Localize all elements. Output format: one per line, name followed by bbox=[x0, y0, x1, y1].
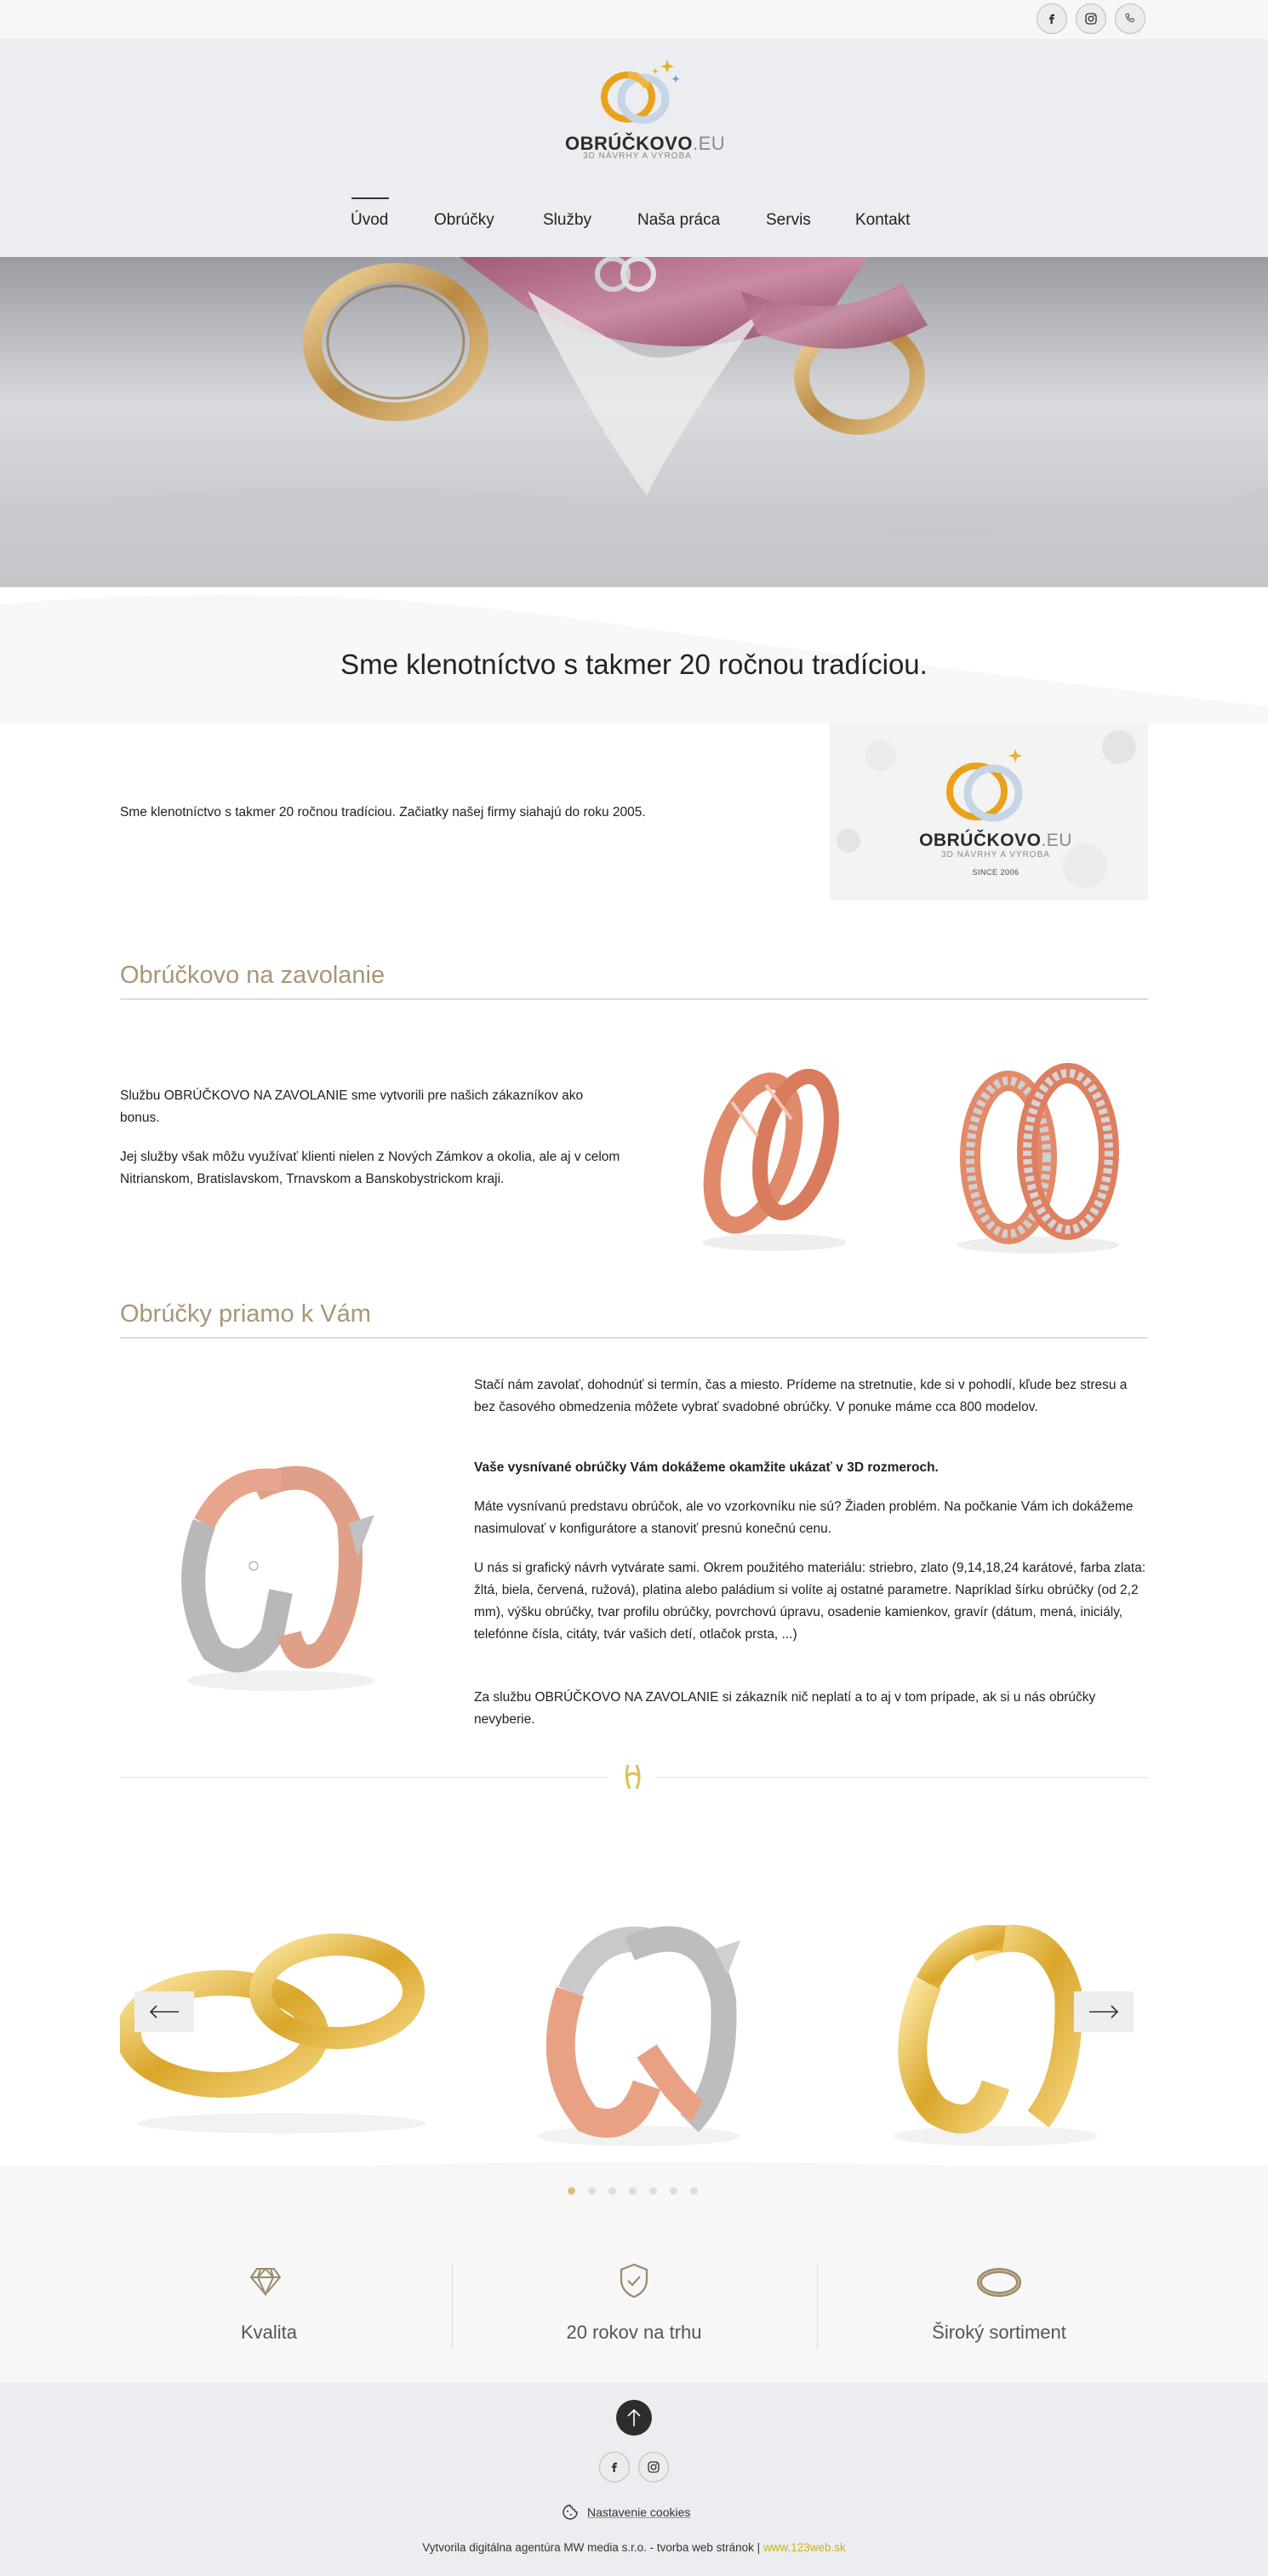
hero-image bbox=[0, 257, 1268, 587]
feature-divider bbox=[452, 2264, 453, 2349]
direct-paragraph-4: U nás si grafický návrh vytvárate sami. Okrem použitého materiálu: striebro, zlato (9,14,18,24 karátové, farba zlata: žltá, biela, červená, ružová), platina alebo paládium si volíte aj ostatné parametre. Napríklad šírku obrúčky (od 2,2 mm), výšku obrúčky, tvar profilu obrúčky, povrchovú úpravu, osadenie kamienkov, gravír (dátum, mená, iniciály, telefónne čísla, citáty, tvár vašich detí, otlačok prsta, ...) bbox=[474, 1561, 1146, 1642]
cookie-settings-link[interactable] bbox=[562, 2504, 732, 2521]
ornament-icon bbox=[621, 1762, 645, 1792]
footer-facebook-button[interactable] bbox=[599, 2452, 630, 2482]
badge-brand bbox=[898, 831, 1094, 851]
arrow-right-icon bbox=[1088, 2005, 1119, 2019]
facebook-button[interactable] bbox=[1037, 3, 1067, 34]
feature-label-quality: Kvalita bbox=[240, 2322, 298, 2343]
ornament-line-right bbox=[657, 1777, 1148, 1778]
direct-paragraph-3: Máte vysnívanú predstavu obrúčok, ale vo vzorkovníku nie sú? Žiaden problém. Na počkanie Vám ich dokážeme nasimulovať v konfigurátore a stanoviť presnú konečnú cenu. bbox=[474, 1499, 1134, 1536]
intro-text: Sme klenotníctvo s takmer 20 ročnou tradíciou. Začiatky našej firmy siahajú do roku 2005. bbox=[120, 805, 646, 820]
carousel-dot[interactable] bbox=[649, 2187, 657, 2195]
feature-divider bbox=[817, 2264, 818, 2349]
credit-text: Vytvorila digitálna agentúra MW media s.r.o. - tvorba web stránok | bbox=[422, 2541, 763, 2554]
instagram-icon bbox=[1083, 11, 1099, 26]
feature-label-assortment: Široký sortiment bbox=[932, 2322, 1066, 2343]
shield-check-icon bbox=[617, 2262, 651, 2299]
nav-item-obrucky[interactable]: Obrúčky bbox=[434, 211, 494, 229]
nav-item-nasa-praca[interactable]: Naša práca bbox=[637, 211, 721, 229]
scroll-top-button[interactable] bbox=[616, 2400, 652, 2436]
logo-tagline: 3D NÁVRHY A VÝROBA bbox=[583, 151, 692, 161]
phone-icon bbox=[1122, 11, 1138, 26]
twisted-rings-image bbox=[940, 1051, 1136, 1255]
nav-item-servis[interactable]: Servis bbox=[766, 211, 811, 229]
logo-tld: .EU bbox=[692, 133, 726, 154]
instagram-icon bbox=[646, 2459, 661, 2475]
on-call-paragraph-1: Službu OBRÚČKOVO NA ZAVOLANIE sme vytvorili pre našich zákazníkov ako bonus. bbox=[120, 1088, 584, 1125]
instagram-button[interactable] bbox=[1076, 3, 1106, 34]
rose-gold-rings-image bbox=[681, 1051, 868, 1255]
direct-paragraph-1: Stačí nám zavolať, dohodnúť si termín, čas a miesto. Prídeme na stretnutie, kde si v pohodlí, kľude bez stresu a bez časového obmedzenia môžete vybrať svadobné obrúčky. V ponuke máme cca 800 modelov. bbox=[474, 1378, 1128, 1414]
carousel-dot[interactable] bbox=[608, 2187, 616, 2195]
arrow-left-icon bbox=[149, 2005, 180, 2019]
footer-credit bbox=[0, 2541, 1268, 2554]
arrow-up-icon bbox=[626, 2408, 642, 2427]
carousel-prev-button[interactable] bbox=[134, 1991, 194, 2032]
feature-label-years: 20 rokov na trhu bbox=[566, 2322, 702, 2343]
cookie-settings-label: Nastavenie cookies bbox=[587, 2505, 691, 2519]
carousel-dots bbox=[568, 2187, 704, 2197]
logo-mark[interactable] bbox=[585, 53, 688, 129]
ornament-line-left bbox=[120, 1777, 608, 1778]
facebook-icon bbox=[607, 2459, 622, 2475]
carousel-dot[interactable] bbox=[568, 2187, 575, 2195]
section-divider bbox=[120, 998, 1148, 1000]
badge-tld: .EU bbox=[1041, 831, 1072, 850]
direct-paragraph-5: Za službu OBRÚČKOVO NA ZAVOLANIE si zákazník nič neplatí a to aj v tom prípade, ak si u nás obrúčky nevyberie. bbox=[474, 1690, 1096, 1727]
nav-item-uvod[interactable]: Úvod bbox=[351, 211, 389, 229]
carousel-dot[interactable] bbox=[690, 2187, 698, 2195]
intro-badge-image bbox=[830, 722, 1148, 900]
phone-button[interactable] bbox=[1115, 3, 1145, 34]
on-call-paragraph-2: Jej služby však môžu využívať klienti nielen z Nových Zámkov a okolia, ale aj v celom Nitrianskom, Bratislavskom, Trnavskom a Banskobystrickom kraji. bbox=[120, 1150, 620, 1186]
nav-active-indicator bbox=[351, 197, 389, 199]
cookie-icon bbox=[562, 2504, 579, 2521]
carousel-slide bbox=[511, 1881, 766, 2153]
badge-since: SINCE 2006 bbox=[972, 868, 1020, 877]
carousel-dot[interactable] bbox=[670, 2187, 677, 2195]
carousel-dot[interactable] bbox=[588, 2187, 596, 2195]
nav-item-kontakt[interactable]: Kontakt bbox=[855, 211, 911, 229]
section-on-call-title: Obrúčkovo na zavolanie bbox=[120, 962, 386, 989]
logo-brand: OBRÚČKOVO bbox=[565, 133, 693, 154]
diamond-icon bbox=[248, 2264, 283, 2298]
carousel-next-button[interactable] bbox=[1074, 1991, 1134, 2032]
footer-instagram-button[interactable] bbox=[638, 2452, 669, 2482]
direct-paragraph-2: Vaše vysnívané obrúčky Vám dokážeme okamžite ukázať v 3D rozmeroch. bbox=[474, 1460, 939, 1475]
credit-link[interactable]: www.123web.sk bbox=[763, 2541, 846, 2554]
facebook-icon bbox=[1044, 11, 1060, 26]
badge-tagline: 3D NÁVRHY A VÝROBA bbox=[941, 850, 1050, 860]
section-divider bbox=[120, 1337, 1148, 1339]
badge-brand-name: OBRÚČKOVO bbox=[919, 831, 1042, 850]
ring-icon bbox=[977, 2267, 1021, 2298]
nav-item-sluzby[interactable]: Služby bbox=[543, 211, 592, 229]
section-direct-title: Obrúčky priamo k Vám bbox=[120, 1300, 371, 1328]
intro-heading: Sme klenotníctvo s takmer 20 ročnou tradíciou. bbox=[340, 648, 928, 680]
interlocking-rings-image bbox=[153, 1421, 408, 1702]
carousel-dot[interactable] bbox=[629, 2187, 637, 2195]
